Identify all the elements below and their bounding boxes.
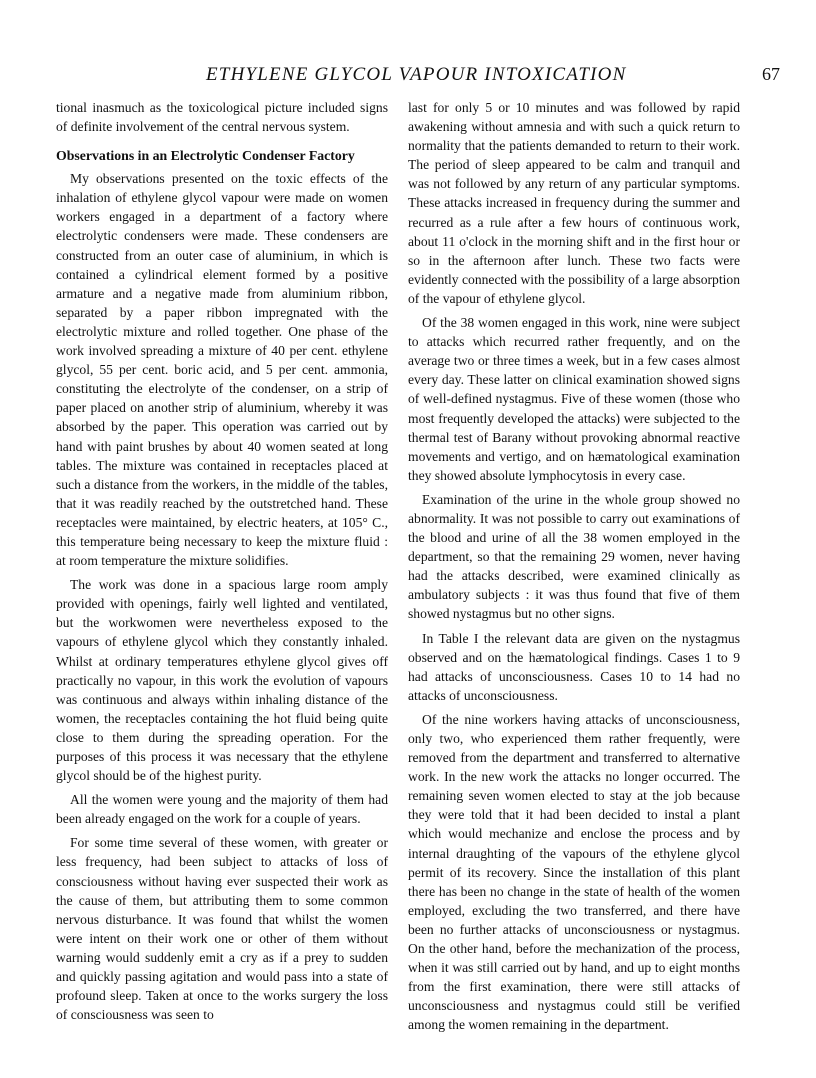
- paragraph: Of the 38 women engaged in this work, nine were subject to attacks which recurred rather frequently, and on the average two or three times a week, but in a few cases almost every day. These latter on clinical examination showed signs of well-defined nystagmus. Five of these women (those who most frequently developed the attacks) were subjected to the thermal test of Barany without provoking abnormal reactive movements and vertigo, and on hæmatological examination they showed absolute lymphocytosis in every case.: [408, 315, 740, 483]
- paragraph: Examination of the urine in the whole group showed no abnormality. It was not possible to carry out examinations of the blood and urine of all the 38 women employed in the department, so that the remaining 29 women, never having had the attacks described, were examined clinically as ambulatory subjects : it was thus found that five of them showed nystagmus but no other signs.: [408, 491, 740, 622]
- paragraph: For some time several of these women, with greater or less frequency, had been subject to attacks of loss of consciousness without having ever suspected their work as the cause of them, but attributing them to some common nervous disturbance. It was found that whilst the women were intent on their work one or other of them without warning would suddenly emit a cry as if a prey to sudden and quickly passing agitation and would pass into a state of profound sleep. Taken at once to the works surgery the loss of consciousness was seen to: [56, 835, 388, 1023]
- left-column: [56, 98, 388, 1029]
- right-column: [408, 98, 740, 1040]
- continued-paragraph: tional inasmuch as the toxicological picture included signs of definite involvement of the central nervous system.: [56, 100, 388, 135]
- paragraph: All the women were young and the majority of them had been already engaged on the work for a couple of years.: [56, 792, 388, 827]
- paragraph: My observations presented on the toxic effects of the inhalation of ethylene glycol vapour were made on women workers engaged in a department of a factory where electrolytic condensers were made. These condensers are constructed from an outer case of aluminium, in which is contained a cylindrical element formed by a positive armature and a negative made from aluminium ribbon, separated by a paper ribbon impregnated with the electrolytic mixture and rolled together. One phase of the work involved spreading a mixture of 40 per cent. ethylene glycol, 55 per cent. boric acid, and 5 per cent. ammonia, constituting the electrolyte of the condenser, on a strip of paper placed on another strip of aluminium, whereby it was absorbed by the paper. This operation was carried out by hand with paint brushes by about 40 women seated at long tables. The mixture was contained in receptacles placed at such a distance from the workers, in the middle of the tables, that it was readily reached by the outstretched hand. These receptacles were maintained, by electric heaters, at 105° C., this temperature being necessary to keep the mixture fluid : at room temperature the mixture solidifies.: [56, 171, 388, 569]
- running-header: [0, 64, 816, 94]
- running-title: ETHYLENE GLYCOL VAPOUR INTOXICATION: [206, 64, 627, 85]
- paragraph: In Table I the relevant data are given on the nystagmus observed and on the hæmatological findings. Cases 1 to 9 had attacks of unconsciousness. Cases 10 to 14 had no attacks of unconsciousness.: [408, 630, 740, 703]
- page-number: 67: [762, 64, 780, 84]
- continued-paragraph: last for only 5 or 10 minutes and was followed by rapid awakening without amnesia and with such a quick return to normality that the patients demanded to return to their work. The period of sleep appeared to be calm and tranquil and was not followed by any return of any particular symptoms. These attacks increased in frequency during the summer and recurred as a rule after a few hours of continuous work, about 11 o'clock in the morning shift and in the first hour or so in the afternoon after lunch. These two facts were evidently connected with the possibility of a large absorption of the vapour of ethylene glycol.: [408, 100, 740, 306]
- section-heading: Observations in an Electrolytic Condenser Factory: [56, 148, 355, 164]
- paragraph: The work was done in a spacious large room amply provided with openings, fairly well lighted and ventilated, but the workwomen were nevertheless exposed to the vapours of ethylene glycol which they constantly inhaled. Whilst at ordinary temperatures ethylene glycol gives off practically no vapour, in this work the evolution of vapours was continuous and always within inhaling distance of the women, the receptacles containing the hot fluid being quite close to them during the spreading operation. For the purposes of this process it was necessary that the ethylene glycol should be of the highest purity.: [56, 577, 388, 784]
- paragraph: Of the nine workers having attacks of unconsciousness, only two, who experienced them rather frequently, were removed from the department and transferred to alternative work. In the new work the attacks no longer occurred. The remaining seven women elected to stay at the job because they were told that it had been decided to instal a plant which would mechanize and enclose the process and by internal draughting of the vapours of the ethylene glycol permit of its recovery. Since the installation of this plant there has been no change in the state of health of the women employed, excluding the two transferred, and there have been no further attacks of unconsciousness or nystagmus. On the other hand, before the mechanization of the process, when it was still carried out by hand, and up to eight months from the first examination, there were still attacks of unconsciousness and nystagmus could still be verified among the women remaining in the department.: [408, 711, 740, 1033]
